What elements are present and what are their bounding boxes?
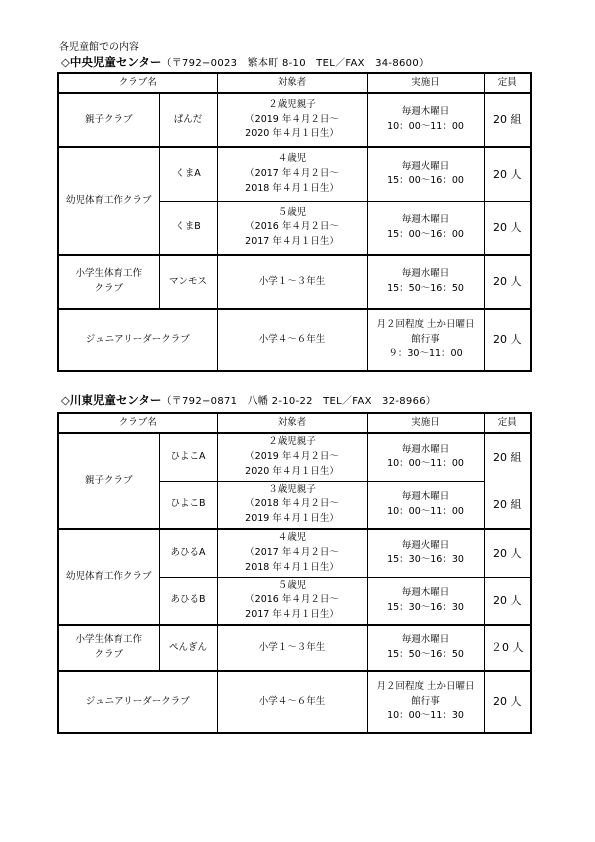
table-header-row (58, 413, 531, 433)
capacity-cell: 20 人 (484, 577, 531, 625)
header-schedule: 実施日 (367, 73, 484, 93)
center2-schedule-table (57, 412, 532, 734)
club-name: 幼児体育工作クラブ (58, 147, 159, 255)
table-row (58, 671, 531, 733)
capacity-cell: 20 組 (484, 433, 531, 481)
schedule-cell: 毎週火曜日 15：00〜16：00 (367, 147, 484, 201)
header-target: 対象者 (217, 413, 367, 433)
target-cell: ３歳児親子 （2018 年４月２日〜 2019 年４月１日生） (217, 481, 367, 529)
table-row (58, 93, 531, 147)
target-cell: ２歳児親子 （2019 年４月２日〜 2020 年４月１日生） (217, 93, 367, 147)
capacity-cell: 20 組 (484, 93, 531, 147)
center1-name: ◇中央児童センター (61, 55, 162, 69)
center1-address: （〒792−0023 繁本町 8-10 TEL／FAX 34-8600） (161, 58, 430, 69)
center2-name: ◇川東児童センター (61, 393, 162, 407)
schedule-cell: 毎週水曜日 10：00〜11：00 (367, 433, 484, 481)
schedule-cell: 毎週木曜日 15：00〜16：00 (367, 201, 484, 255)
header-schedule: 実施日 (367, 413, 484, 433)
target-cell: 小学１〜３年生 (217, 625, 367, 671)
center1-title (61, 54, 429, 70)
sub-club-name: あひるA (159, 529, 217, 577)
sub-club-name: くまB (159, 201, 217, 255)
table-row (58, 433, 531, 481)
header-capacity: 定員 (484, 73, 531, 93)
table-row (58, 529, 531, 577)
schedule-cell: 月２回程度 土か日曜日 館行事 ９：30〜11：00 (367, 309, 484, 371)
capacity-cell: 20 人 (484, 147, 531, 201)
target-cell: 小学１〜３年生 (217, 255, 367, 309)
header-target: 対象者 (217, 73, 367, 93)
sub-club-name: くまA (159, 147, 217, 201)
header-club: クラブ名 (58, 73, 217, 93)
sub-club-name: ぱんだ (159, 93, 217, 147)
center2-address: （〒792−0871 八幡 2-10-22 TEL／FAX 32-8966） (161, 396, 437, 407)
capacity-cell: 20 人 (484, 529, 531, 577)
schedule-cell: 月２回程度 土か日曜日 館行事 10：00〜11：30 (367, 671, 484, 733)
schedule-cell: 毎週水曜日 15：50〜16：50 (367, 625, 484, 671)
club-name: 親子クラブ (58, 93, 159, 147)
header-club: クラブ名 (58, 413, 217, 433)
target-cell: ５歳児 （2016 年４月２日〜 2017 年４月１日生） (217, 201, 367, 255)
center1-schedule-table (57, 72, 532, 372)
schedule-cell: 毎週火曜日 15：30〜16：30 (367, 529, 484, 577)
schedule-cell: 毎週木曜日 10：00〜11：00 (367, 93, 484, 147)
header-capacity: 定員 (484, 413, 531, 433)
capacity-cell: 20 組 (484, 481, 531, 529)
schedule-cell: 毎週水曜日 15：50〜16：50 (367, 255, 484, 309)
capacity-cell: 20 人 (484, 255, 531, 309)
target-cell: ５歳児 （2016 年４月２日〜 2017 年４月１日生） (217, 577, 367, 625)
sub-club-name: ひよこB (159, 481, 217, 529)
club-name: 親子クラブ (58, 433, 159, 529)
capacity-cell: 20 人 (484, 309, 531, 371)
table-row (58, 309, 531, 371)
sub-club-name: あひるB (159, 577, 217, 625)
target-cell: 小学４〜６年生 (217, 309, 367, 371)
club-name: 小学生体育工作 クラブ (58, 255, 159, 309)
schedule-cell: 毎週木曜日 10：00〜11：00 (367, 481, 484, 529)
target-cell: 小学４〜６年生 (217, 671, 367, 733)
sub-club-name: ぺんぎん (159, 625, 217, 671)
target-cell: ４歳児 （2017 年４月２日〜 2018 年４月１日生） (217, 529, 367, 577)
capacity-cell: 20 人 (484, 671, 531, 733)
table-header-row (58, 73, 531, 93)
target-cell: ４歳児 （2017 年４月２日〜 2018 年４月１日生） (217, 147, 367, 201)
capacity-cell: 20 人 (484, 201, 531, 255)
club-name: ジュニアリーダークラブ (58, 309, 217, 371)
table-row (58, 147, 531, 201)
intro-text: 各児童館での内容 (59, 42, 139, 53)
club-name: ジュニアリーダークラブ (58, 671, 217, 733)
table-row (58, 625, 531, 671)
capacity-cell: ２0 人 (484, 625, 531, 671)
center2-title (61, 392, 436, 408)
schedule-cell: 毎週木曜日 15：30〜16：30 (367, 577, 484, 625)
club-name: 小学生体育工作 クラブ (58, 625, 159, 671)
sub-club-name: ひよこA (159, 433, 217, 481)
target-cell: ２歳児親子 （2019 年４月２日〜 2020 年４月１日生） (217, 433, 367, 481)
sub-club-name: マンモス (159, 255, 217, 309)
club-name: 幼児体育工作クラブ (58, 529, 159, 625)
table-row (58, 255, 531, 309)
